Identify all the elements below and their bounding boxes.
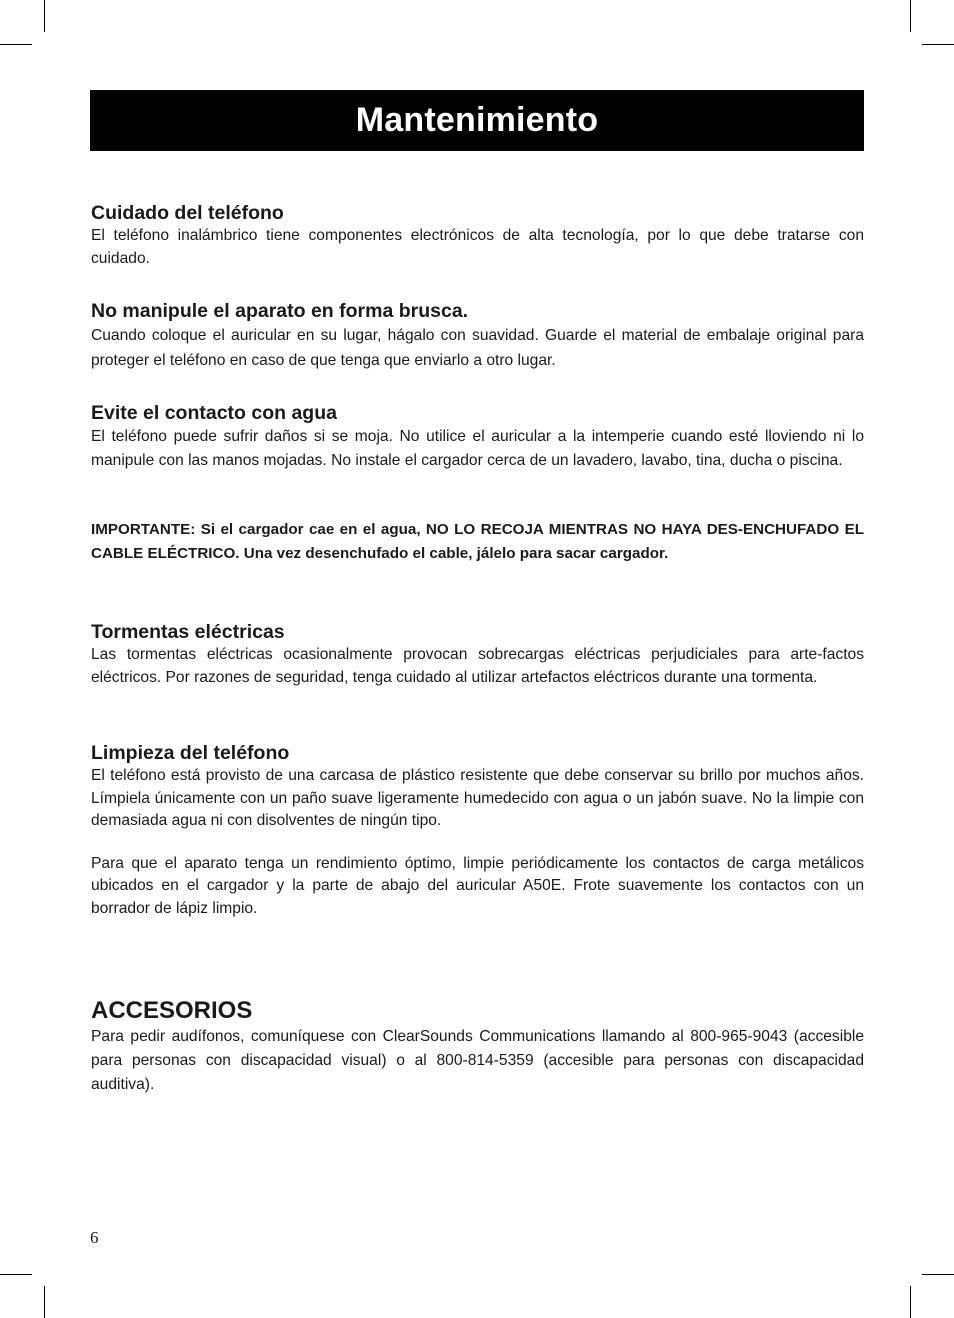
section-cleaning: [91, 741, 864, 920]
crop-mark: [922, 1274, 954, 1275]
section-paragraph: El teléfono inalámbrico tiene componentes electrónicos de alta tecnología, por lo que debe tratarse con cuidado.: [91, 227, 864, 267]
section-heading: Evite el contacto con agua: [91, 402, 337, 424]
section-handling: [91, 299, 864, 373]
section-heading: Limpieza del teléfono: [91, 742, 290, 764]
important-notice: IMPORTANTE: Si el cargador cae en el agua, NO LO RECOJA MIENTRAS NO HAYA DES-ENCHUFADO EL CABLE ELÉCTRICO. Una vez desenchufado el cable, jálelo para sacar cargador.: [91, 521, 864, 562]
section-care: [91, 201, 864, 270]
section-heading: Cuidado del teléfono: [91, 202, 284, 224]
crop-mark: [44, 0, 45, 32]
section-paragraph: Para que el aparato tenga un rendimiento óptimo, limpie periódicamente los contactos de carga metálicos ubicados en el cargador y la parte de abajo del auricular A50E. Frote suavemente los contactos con un borrador de lápiz limpio.: [91, 854, 864, 917]
section-paragraph: Para pedir audífonos, comuníquese con ClearSounds Communications llamando al 800-965-9043 (accesible para personas con discapacidad visual) o al 800-814-5359 (accesible para personas con discapacidad auditiva).: [91, 1028, 864, 1093]
section-heading: Tormentas eléctricas: [91, 621, 285, 643]
page-title: Mantenimiento: [355, 101, 599, 139]
section-water: [91, 401, 864, 472]
section-heading: No manipule el aparato en forma brusca.: [91, 300, 469, 322]
crop-mark: [910, 1286, 911, 1318]
section-storms: [91, 620, 864, 689]
section-accessories: [91, 997, 864, 1097]
section-paragraph: El teléfono puede sufrir daños si se moja. No utilice el auricular a la intemperie cuando esté lloviendo ni lo manipule con las manos mojadas. No instale el cargador cerca de un lavadero, lavabo, tina, ducha o piscina.: [91, 428, 864, 469]
crop-mark: [0, 1274, 32, 1275]
page-number: 6: [90, 1228, 99, 1247]
crop-mark: [910, 0, 911, 32]
page-title-bar: [90, 90, 864, 151]
section-heading: ACCESORIOS: [91, 997, 253, 1024]
crop-mark: [44, 1286, 45, 1318]
crop-mark: [922, 44, 954, 45]
section-paragraph: El teléfono está provisto de una carcasa de plástico resistente que debe conservar su brillo por muchos años. Límpiela únicamente con un paño suave ligeramente humedecido con agua o un jabón suave. No la limpie con demasiada agua ni con disolventes de ningún tipo.: [91, 767, 864, 829]
crop-mark: [0, 44, 32, 45]
section-paragraph: Cuando coloque el auricular en su lugar, hágalo con suavidad. Guarde el material de embalaje original para proteger el teléfono en caso de que tenga que enviarlo a otro lugar.: [91, 327, 864, 369]
section-paragraph: Las tormentas eléctricas ocasionalmente provocan sobrecargas eléctricas perjudiciales para arte-factos eléctricos. Por razones de seguridad, tenga cuidado al utilizar artefactos eléctricos durante una tormenta.: [91, 646, 864, 686]
